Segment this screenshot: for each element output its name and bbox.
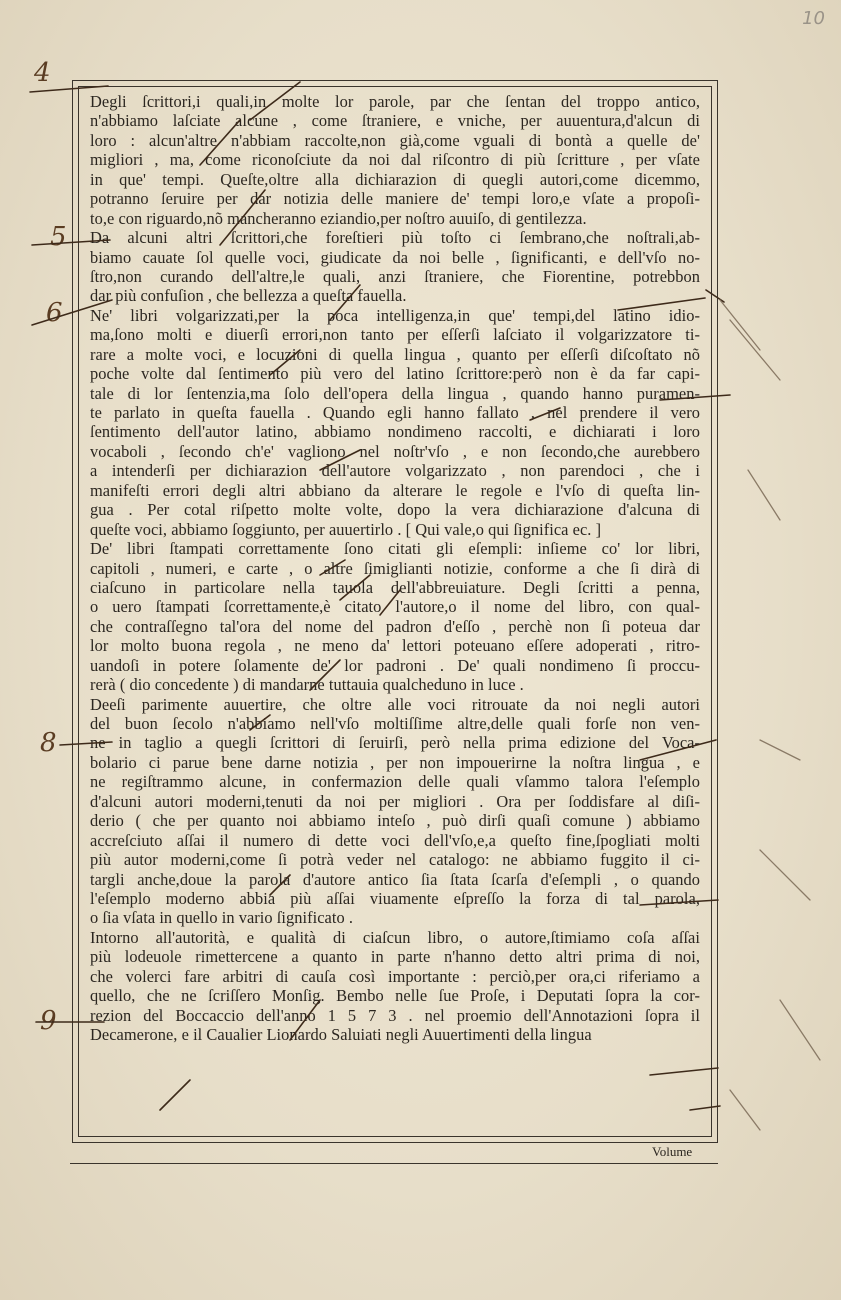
text-line: o ſia vſata in quello in vario ſignificato . (90, 908, 354, 928)
text-line: te parlato in queſta fauella . Quando egli hanno fallato , nel prendere il vero (90, 403, 700, 422)
text-line: n'abbiamo laſciate alcune , come ſtraniere, e vniche, per auuentura,d'alcun di (90, 111, 700, 131)
text-block (90, 92, 700, 1044)
text-line: Ne' libri volgarizzati,per la poca intelligenza,in que' tempi,del latino idio- (90, 305, 700, 325)
text-line: dar più confuſion , che bellezza a queſta fauella. (90, 286, 407, 306)
text-line: Deeſi parimente auuertire, che oltre alle voci ritrouate da noi negli autori (90, 694, 700, 714)
bottom-rule (70, 1163, 718, 1164)
text-line: potranno ſeruire per dar notizia delle maniere de' tempi loro,e vſate a propoſi- (90, 189, 700, 209)
text-line: ſtro,non curando dell'altre,le quali, anzi ſtraniere, che Fiorentine, potrebbon (90, 266, 700, 286)
text-line: vocaboli , ſecondo ch'e' vagliono nel noſtr'vſo , e non ſecondo,che aurebbero (90, 441, 700, 461)
text-line: manifeſti errori degli altri abbiano da alterare le regole e l'vſo di queſta lin- (90, 480, 700, 500)
text-line: rare a molte voci, e locuzioni di quella lingua , quanto per eſſerſi diſcoſtato nõ (90, 344, 700, 364)
text-line: in que' tempi. Queſte,oltre alla dichiarazion di quegli autori,come dicemmo, (90, 169, 700, 189)
margin-note-4: 4 (34, 58, 51, 88)
text-line: De' libri ſtampati correttamente ſono citati gli eſempli: inſieme co' lor libri, (90, 539, 700, 559)
text-line: rezion del Boccaccio dell'anno 1 5 7 3 . nel proemio dell'Annotazioni ſopra il (90, 1005, 700, 1025)
text-line: poche volte dal ſentimento più vero del latino ſcrittore:però non è da far capi- (90, 364, 700, 384)
text-line: ma,ſono molti e diuerſi errori,non tanto per eſſerſi laſciato il volgarizzatore ti- (90, 325, 700, 345)
text-line: Degli ſcrittori,i quali,in molte lor parole, par che ſentan del troppo antico, (90, 92, 700, 111)
text-line: uandoſi in potere ſolamente de' lor padroni . De' quali nondimeno ſi proccu- (90, 655, 700, 675)
text-line: ne regiſtrammo alcune, in confermazion delle quali vſammo talora l'eſemplo (90, 772, 700, 792)
text-line: loro : alcun'altre n'abbiam raccolte,non già,come vguali di bontà a quelle de' (90, 130, 700, 150)
margin-note-9: 9 (40, 1006, 57, 1036)
text-line: rerà ( dio concedente ) di mandarne tuttauia qualcheduno in luce . (90, 675, 524, 695)
text-line: bolario ci parue bene darne notizia , per non impouerirne la noſtra lingua , e (90, 752, 700, 772)
text-line: del buon ſecolo n'abbiamo nell'vſo moltiſſime altre,delle quali forſe non ven- (90, 714, 700, 733)
text-line: o uero ſtampati ſcorrettamente,è citato l'autore,o il nome del libro, con qual- (90, 597, 700, 617)
text-line: gua . Per cotal riſpetto molte volte, dopo la vera dichiarazione d'alcuna di (90, 500, 700, 520)
margin-note-8: 8 (40, 728, 57, 758)
text-line: Intorno all'autorità, e qualità di ciaſcun libro, o autore,ſtimiamo coſa aſſai (90, 927, 700, 947)
margin-note-6: 6 (46, 298, 63, 328)
text-line: che volerci fare arbitri di cauſa così importante : perciò,per ora,ci riferiamo a (90, 966, 700, 986)
text-line: più autor moderni,come ſi potrà veder nel catalogo: ne abbiamo fuggito il ci- (90, 850, 700, 870)
margin-note-5: 5 (50, 222, 67, 252)
text-line: ne in taglio a quegli ſcrittori di ſeruirſi, però nella prima edizione del Voca- (90, 733, 700, 753)
text-line: a intenderſi per dichiarazion dell'autore volgarizzato , non parendoci , che i (90, 461, 700, 481)
text-line: Da alcuni altri ſcrittori,che foreſtieri più toſto ci ſembrano,che noſtrali,ab- (90, 228, 700, 248)
text-line: che contraſſegno tal'ora del nome del padron d'eſſo , perchè non ſi poteua dar (90, 616, 700, 636)
text-line: più lodeuole rimettercene a quanto in parte n'hanno detto altri prima di noi, (90, 947, 700, 967)
text-line: migliori , ma, come riconoſciute da noi dal riſcontro di più ſcritture , per vſate (90, 150, 700, 170)
text-line: derio ( che per quanto noi abbiamo inteſo , può dirſi quaſi comune ) abbiamo (90, 811, 700, 831)
text-line: queſte voci, abbiamo ſoggiunto, per auuertirlo . [ Qui vale,o qui ſignifica ec. ] (90, 519, 602, 539)
text-line: accreſciuto aſſai il numero di dette voci dell'vſo,e,a queſto fine,ſpogliati molti (90, 830, 700, 850)
text-line: d'alcuni autori moderni,tenuti da noi per migliori . Ora per ſoddisfare al diſi- (90, 791, 700, 811)
text-line: ſentimento dell'autor latino, abbiamo nondimeno raccolti, e dichiarati i loro (90, 422, 700, 442)
text-line: tale di lor ſentenzia,ma ſolo dell'opera della lingua , quando hanno puramen- (90, 383, 700, 403)
text-line: to,e con riguardo,nõ mancheranno eziandio,per noſtro auuiſo, di gentilezza. (90, 208, 587, 228)
text-line: capitoli , numeri, e carte , o altre ſimiglianti notizie, conforme a che ſi dirà di (90, 558, 700, 578)
text-line: targli anche,doue la parola d'autore antico ſia ſtata ſcarſa d'eſempli , o quando (90, 869, 700, 889)
catchword: Volume (652, 1144, 693, 1159)
text-line: ciaſcuno in particolare nella tauola dell'abbreuiature. Degli ſcritti a penna, (90, 577, 700, 597)
text-line: l'eſemplo moderno abbia più aſſai viuamente eſpreſſo la forza di tal parola, (90, 888, 700, 908)
text-line: Decamerone, e il Caualier Lionardo Saluiati negli Auuertimenti della lingua (90, 1025, 592, 1044)
text-line: lor molto buona regola , ne meno da' lettori poteuano eſſere adoperati , ritro- (90, 636, 700, 656)
text-line: quello, che ne ſcriſſero Monſig. Bembo nelle ſue Proſe, i Deputati ſopra la cor- (90, 986, 700, 1006)
folio-number: 10 (802, 8, 825, 29)
text-line: biamo cauate ſol quelle voci, giudicate da noi belle , ſignificanti, e dell'vſo no- (90, 247, 700, 267)
